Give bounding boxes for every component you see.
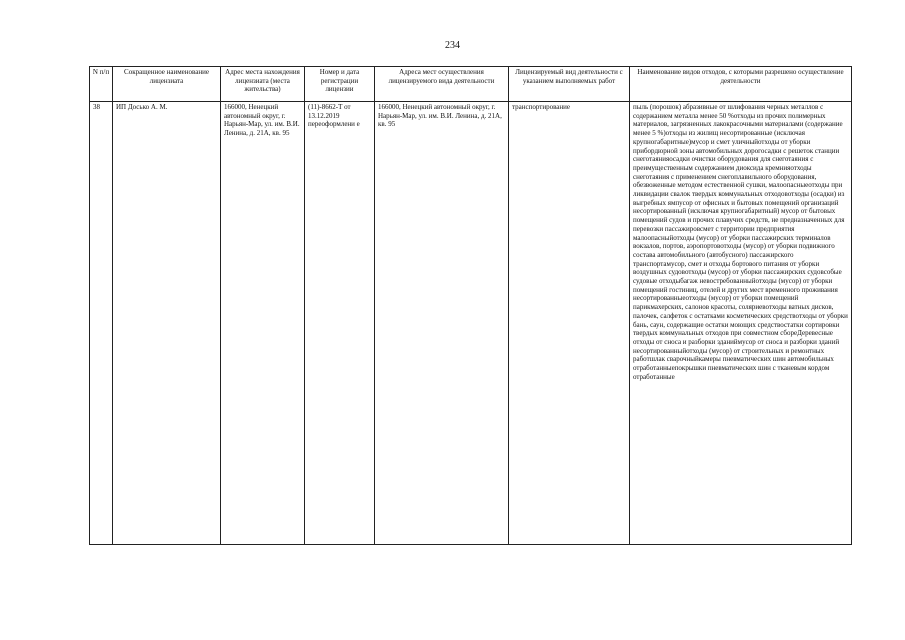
header-licensee-address: Адрес места нахождения лицензиата (места жительства) — [221, 67, 305, 102]
table-row — [90, 102, 852, 545]
activity-type: транспортирование — [509, 102, 630, 545]
header-number: N п/п — [90, 67, 113, 102]
header-registration: Номер и дата регистрации лицензии — [305, 67, 375, 102]
page-number: 234 — [445, 40, 460, 51]
header-licensee-name: Сокращенное наименование лицензиата — [113, 67, 221, 102]
licensee-address: 166000, Ненецкий автономный округ, г. Нарьян-Мар, ул. им. В.И. Ленина, д. 21А, кв. 95 — [221, 102, 305, 545]
table-header-row — [90, 67, 852, 102]
row-number: 38 — [90, 102, 113, 545]
activity-address: 166000, Ненецкий автономный округ, г. Нарьян-Мар, ул. им. В.И. Ленина, д. 21А, кв. 95 — [375, 102, 509, 545]
license-table — [89, 66, 852, 545]
header-activity-type: Лицензируемый вид деятельности с указанием выполняемых работ — [509, 67, 630, 102]
header-activity-address: Адреса мест осуществления лицензируемого вида деятельности — [375, 67, 509, 102]
header-waste-types: Наименование видов отходов, с которыми разрешено осуществление деятельности — [630, 67, 852, 102]
waste-types: пыль (порошок) абразивные от шлифования черных металлов с содержанием металла менее 50 %отходы из прочих полимерных материалов, загрязненных лакокрасочными материалами (содержание менее 5 %)отходы из жилищ несортированные (исключая крупногабаритные)мусор и смет уличныйотходы от уборки прибордюрной зоны автомобильных дорогосадки с решеток станции снеготаянияосадки очистки оборудования для снеготаяния с преимущественным содержанием диоксида кремнияотходы снеготаяния с применением снегоплавильного оборудования, обезвоженные методом естественной сушки, малоопасныеотходы при ликвидации свалок твердых коммунальных отходовотходы (осадки) из выгребных ямпусор от офисных и бытовых помещений организаций несортированный (исключая крупногабаритный) мусор от бытовых помещений судов и прочих плавучих средств, не предназначенных для перевозки пассажировсмет с территории предприятия малоопасныйотходы (мусор) от уборки пассажирских терминалов вокзалов, портов, аэропортовотходы (мусор) от уборки подвижного состава автомобильного (автобусного) пассажирского транспортамусор, смет и отходы бортового питания от уборки воздушных судовотходы (мусор) от уборки пассажирских судовсобые судовые отходыбагаж невостребованныйотходы (мусор) от уборки помещений гостиниц, отелей и других мест временного проживания несортированныеотходы (мусор) от уборки помещений парикмахерских, салонов красоты, соляриевотходы ватных дисков, палочек, салфеток с остатками косметических средствотходы от уборки бань, саун, содержащие остатки моющих средствостатки сортировки твердых коммунальных отходов при совместном сбореДеревесные отходы от сноса и разборки зданиймусор от сноса и разборки зданий несортированныйотходы (мусор) от строительных и ремонтных работшлак сварочныйкамеры пневматических шин автомобильных отработанныепокрышки пневматических шин с тканевым кордом отработанные — [630, 102, 852, 545]
licensee-name: ИП Досько А. М. — [113, 102, 221, 545]
registration-info: (11)-8662-Т от 13.12.2019 переоформлени е — [305, 102, 375, 545]
